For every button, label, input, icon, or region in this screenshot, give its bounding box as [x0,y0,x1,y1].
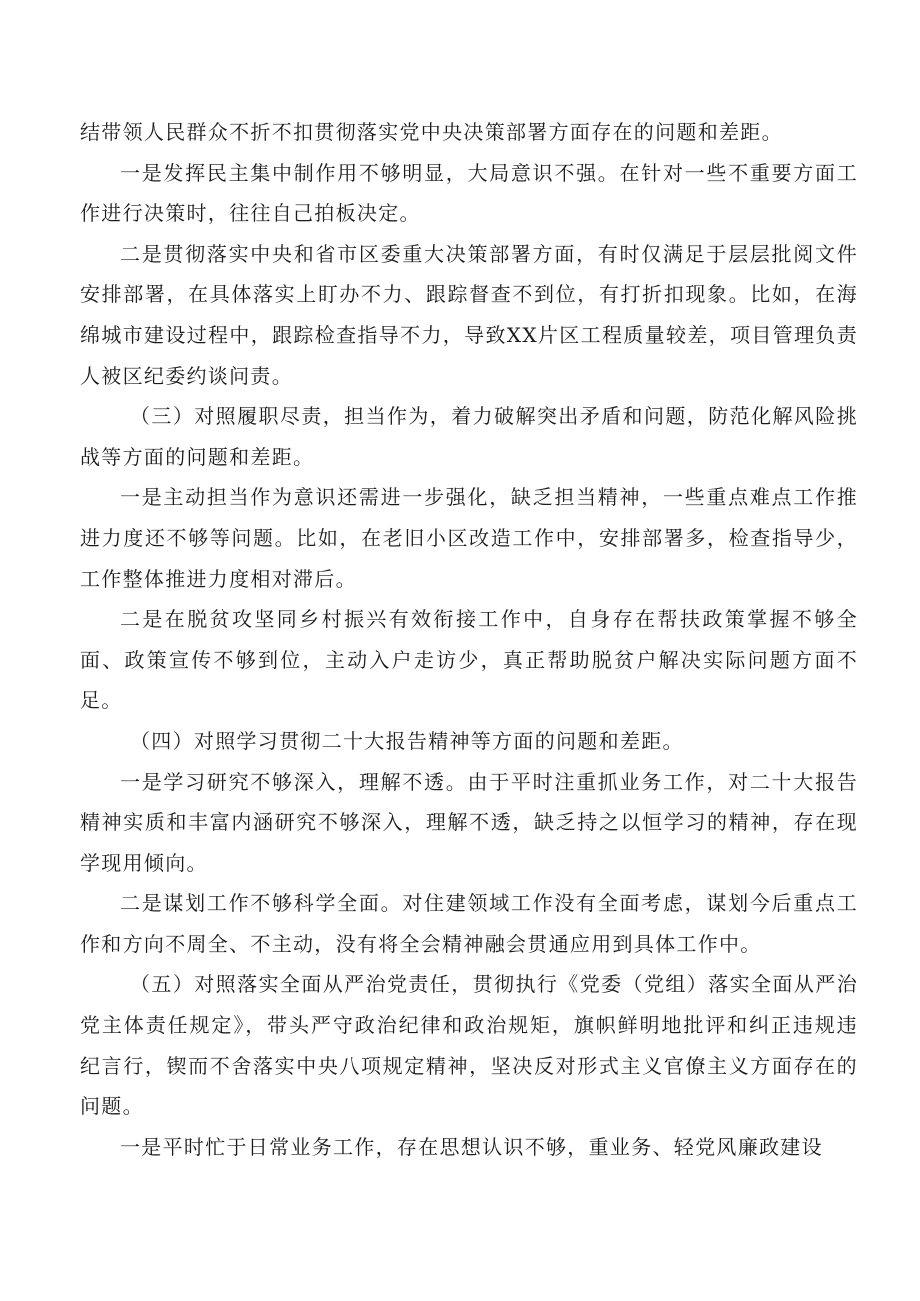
paragraph-item: 一是平时忙于日常业务工作，存在思想认识不够，重业务、轻党风廉政建设 [120,1134,823,1159]
paragraph-item: 二是谋划工作不够科学全面。对住建领域工作没有全面考虑，谋划今后重点工作和方向不周全、不主动，没有将全会精神融会贯通应用到具体工作中。 [80,891,858,956]
section-heading-3: （三）对照履职尽责，担当作为，着力破解突出矛盾和问题，防范化解风险挑战等方面的问题和差距。 [80,404,858,469]
paragraph-item: 一是主动担当作为意识还需进一步强化，缺乏担当精神，一些重点难点工作推进力度还不够等问题。比如，在老旧小区改造工作中，安排部署多，检查指导少，工作整体推进力度相对滞后。 [80,485,858,591]
section-heading-4: （四）对照学习贯彻二十大报告精神等方面的问题和差距。 [130,728,684,753]
paragraph-item: 二是在脱贫攻坚同乡村振兴有效衔接工作中，自身存在帮扶政策掌握不够全面、政策宣传不够到位，主动入户走访少，真正帮助脱贫户解决实际问题方面不足。 [80,607,858,713]
paragraph-item: 二是贯彻落实中央和省市区委重大决策部署方面，有时仅满足于层层批阅文件安排部署，在具体落实上盯办不力、跟踪督查不到位，有打折扣现象。比如，在海绵城市建设过程中，跟踪检查指导不力，导致XX片区工程质量较差，项目管理负责人被区纪委约谈问责。 [80,241,858,388]
paragraph-item: 一是发挥民主集中制作用不够明显，大局意识不强。在针对一些不重要方面工作进行决策时，往往自己拍板决定。 [80,160,858,226]
section-heading-5: （五）对照落实全面从严治党责任，贯彻执行《党委（党组）落实全面从严治党主体责任规定》，带头严守政治纪律和政治规矩，旗帜鲜明地批评和纠正违规违纪言行，锲而不舍落实中央八项规定精神，坚决反对形式主义官僚主义方面存在的问题。 [80,972,858,1119]
paragraph-item: 一是学习研究不够深入，理解不透。由于平时注重抓业务工作，对二十大报告精神实质和丰富内涵研究不够深入，理解不透，缺乏持之以恒学习的精神，存在现学现用倾向。 [80,769,858,875]
paragraph-continuation: 结带领人民群众不折不扣贯彻落实党中央决策部署方面存在的问题和差距。 [80,120,783,144]
